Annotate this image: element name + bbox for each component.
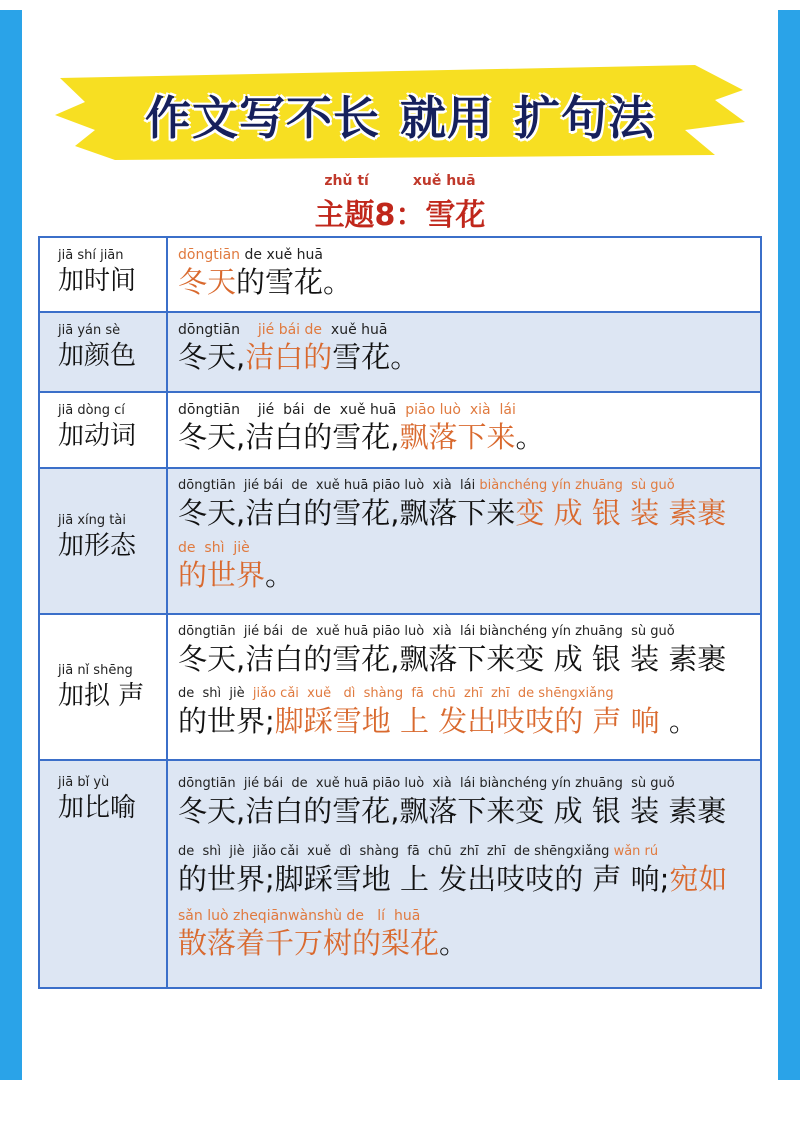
sentence-text: 冬天,洁白的雪花,飘落下来变 成 银 装 素裹 xyxy=(178,794,727,828)
pinyin-text: de shì jiè jiǎo cǎi xuě dì shàng fā chū zhī zhī de shēngxiǎng xyxy=(178,844,610,859)
title-banner xyxy=(55,60,745,170)
row-label-cell xyxy=(39,237,167,312)
topic-pinyin xyxy=(0,173,800,189)
pinyin-highlight: wǎn rú xyxy=(613,844,659,859)
table-row xyxy=(39,614,761,760)
row-label-cell xyxy=(39,468,167,614)
row-label-cell xyxy=(39,392,167,468)
pinyin-text: dōngtiān jié bái de xuě huā xyxy=(178,402,397,418)
right-blue-bar xyxy=(778,10,800,1080)
label-pinyin: jiā xíng tài xyxy=(58,513,126,528)
pinyin-text: dōngtiān jié bái de xuě huā piāo luò xià lái xyxy=(178,478,476,493)
sentence-highlight: 脚踩雪地 上 发出吱吱的 声 响 xyxy=(274,704,660,738)
label-pinyin: jiā shí jiān xyxy=(58,248,124,263)
sentence-highlight: 宛如 xyxy=(669,862,728,896)
sentence-text: 。 xyxy=(265,558,295,592)
row-label-cell xyxy=(39,614,167,760)
table-row xyxy=(39,760,761,988)
title-part3: 扩句法 xyxy=(514,91,655,145)
label-text: 加比喻 xyxy=(58,793,137,823)
pinyin-highlight: dōngtiān xyxy=(178,247,241,263)
label-pinyin: jiā yán sè xyxy=(58,323,121,338)
pinyin-highlight: jiǎo cǎi xuě dì shàng fā chū zhī zhī de shēngxiǎng xyxy=(252,686,614,701)
label-text: 加形态 xyxy=(58,531,137,561)
pinyin-text: dōngtiān jié bái de xuě huā piāo luò xià lái biànchéng yín zhuāng sù guǒ xyxy=(178,776,675,791)
topic-pinyin-left: zhǔ tí xyxy=(324,173,369,189)
row-label-cell xyxy=(39,312,167,392)
label-text: 加拟 声 xyxy=(58,681,145,711)
pinyin-highlight: piāo luò xià lái xyxy=(405,402,516,418)
row-content-cell xyxy=(167,760,761,988)
table-row xyxy=(39,392,761,468)
table-row xyxy=(39,237,761,312)
sentence-text: 。 xyxy=(515,420,545,454)
sentence-text: 的世界;脚踩雪地 上 发出吱吱的 声 响; xyxy=(178,862,670,896)
pinyin-highlight: sǎn luò zheqiānwànshù de lí huā xyxy=(178,908,421,924)
table-row xyxy=(39,468,761,614)
sentence-highlight: 冬天 xyxy=(178,265,237,299)
sentence-text: 的雪花。 xyxy=(236,265,353,299)
label-pinyin: jiā nǐ shēng xyxy=(58,663,133,678)
row-label-cell xyxy=(39,760,167,988)
sentence-text: 冬天, xyxy=(178,340,246,374)
row-content-cell xyxy=(167,468,761,614)
topic-pinyin-right: xuě huā xyxy=(412,173,476,189)
row-content-cell xyxy=(167,392,761,468)
sentence-text: 冬天,洁白的雪花,飘落下来 xyxy=(178,496,516,530)
sentence-text: 。 xyxy=(439,926,469,960)
pinyin-text: dōngtiān xyxy=(178,322,241,338)
pinyin-highlight: de shì jiè xyxy=(178,540,250,556)
table-row xyxy=(39,312,761,392)
topic-heading: 主题8：雪花 xyxy=(314,198,486,233)
label-text: 加动词 xyxy=(58,421,137,451)
pinyin-text: de shì jiè xyxy=(178,686,245,701)
sentence-text: 雪花。 xyxy=(332,340,420,374)
left-blue-bar xyxy=(0,10,22,1080)
sentence-highlight: 飘落下来 xyxy=(399,420,516,454)
sentence-text: 冬天,洁白的雪花,飘落下来变 成 银 装 素裹 xyxy=(178,642,727,676)
title-part2: 就用 xyxy=(400,91,494,145)
label-text: 加颜色 xyxy=(58,341,137,371)
row-content-cell xyxy=(167,614,761,760)
sentence-text: 的世界; xyxy=(178,704,275,738)
sentence-highlight: 变 成 银 装 素裹 xyxy=(515,496,727,530)
pinyin-highlight: biànchéng yín zhuāng sù guǒ xyxy=(479,478,675,493)
pinyin-text: xuě huā xyxy=(330,322,388,338)
pinyin-text: dōngtiān jié bái de xuě huā piāo luò xià lái biànchéng yín zhuāng sù guǒ xyxy=(178,624,675,639)
sentence-text: 。 xyxy=(659,704,698,738)
title-part1: 作文写不长 xyxy=(145,91,380,145)
sentence-highlight: 散落着千万树的梨花 xyxy=(178,926,440,960)
sentence-highlight: 洁白的 xyxy=(245,340,333,374)
label-pinyin: jiā dòng cí xyxy=(58,403,125,418)
label-pinyin: jiā bǐ yù xyxy=(58,775,110,790)
expansion-table xyxy=(38,236,762,989)
label-text: 加时间 xyxy=(58,266,137,296)
page-title xyxy=(55,82,745,148)
sentence-text: 冬天,洁白的雪花, xyxy=(178,420,400,454)
sentence-highlight: 的世界 xyxy=(178,558,266,592)
pinyin-highlight: jié bái de xyxy=(257,322,323,338)
row-content-cell xyxy=(167,312,761,392)
row-content-cell: dōngtiān de xuě huā 冬天的雪花。 xyxy=(167,237,761,312)
